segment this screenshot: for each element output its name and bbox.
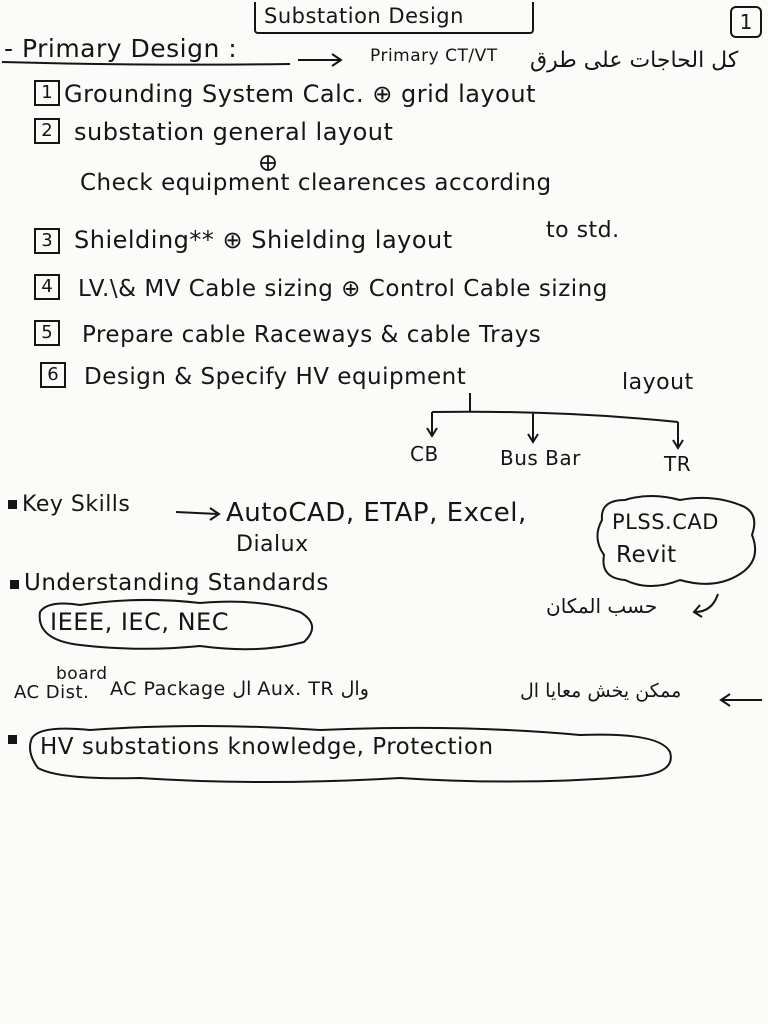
step-2-check-text: Check equipment clearences according [80,170,552,196]
step-number-2: 2 [34,118,60,144]
step-5-text: Prepare cable Raceways & cable Trays [82,322,542,348]
equipment-tree [427,393,683,448]
step-number-1: 1 [34,80,60,106]
key-skills-tools: AutoCAD, ETAP, Excel, [226,498,527,528]
step-number-6: 6 [40,362,66,388]
ac-note-ac-dist: AC Dist. [14,682,90,703]
key-skills-arabic-note: حسب المكان [546,594,658,618]
equipment-busbar: Bus Bar [500,446,581,470]
cloud-arrow-icon [694,594,718,617]
bullet-icon [10,580,19,589]
primary-ct-vt-note: Primary CT/VT [370,46,498,66]
ac-note-arabic: ممكن يخش معايا ال [520,680,682,702]
heading-arrow-icon [298,54,341,66]
standards-label: Understanding Standards [24,570,329,596]
hv-knowledge-text: HV substations knowledge, Protection [40,734,494,760]
ac-note-line: AC Package ال Aux. TR وال [110,678,369,700]
step-3-text: Shielding** ⊕ Shielding layout [74,226,453,254]
primary-arabic-note: كل الحاجات على طرق [530,48,739,73]
step-5-layout: layout [622,370,694,395]
page-title: Substation Design [264,4,464,28]
step-6-text: Design & Specify HV equipment [84,364,467,390]
bullet-icon [8,500,17,509]
step-number-4: 4 [34,274,60,300]
step-2-to-std: to std. [546,218,620,243]
cloud-revit: Revit [616,542,677,568]
step-2-text: substation general layout [74,118,394,146]
primary-design-heading: - Primary Design : [4,34,238,63]
key-skills-dialux: Dialux [236,532,309,557]
standards-list: IEEE, IEC, NEC [50,608,229,636]
step-4-text: LV.\& MV Cable sizing ⊕ Control Cable sizing [78,276,608,302]
page-number: 1 [730,6,762,38]
ac-note-board: board [56,664,108,684]
bullet-icon [8,735,17,744]
step-1-text: Grounding System Calc. ⊕ grid layout [64,80,536,108]
ac-note-arrow-icon [721,694,762,706]
step-number-5: 5 [34,320,60,346]
key-skills-arrow-icon [176,508,219,520]
equipment-cb: CB [410,442,439,466]
cloud-plss-cad: PLSS.CAD [612,510,719,534]
equipment-tr: TR [664,452,692,476]
step-number-3: 3 [34,228,60,254]
key-skills-label: Key Skills [22,492,131,517]
